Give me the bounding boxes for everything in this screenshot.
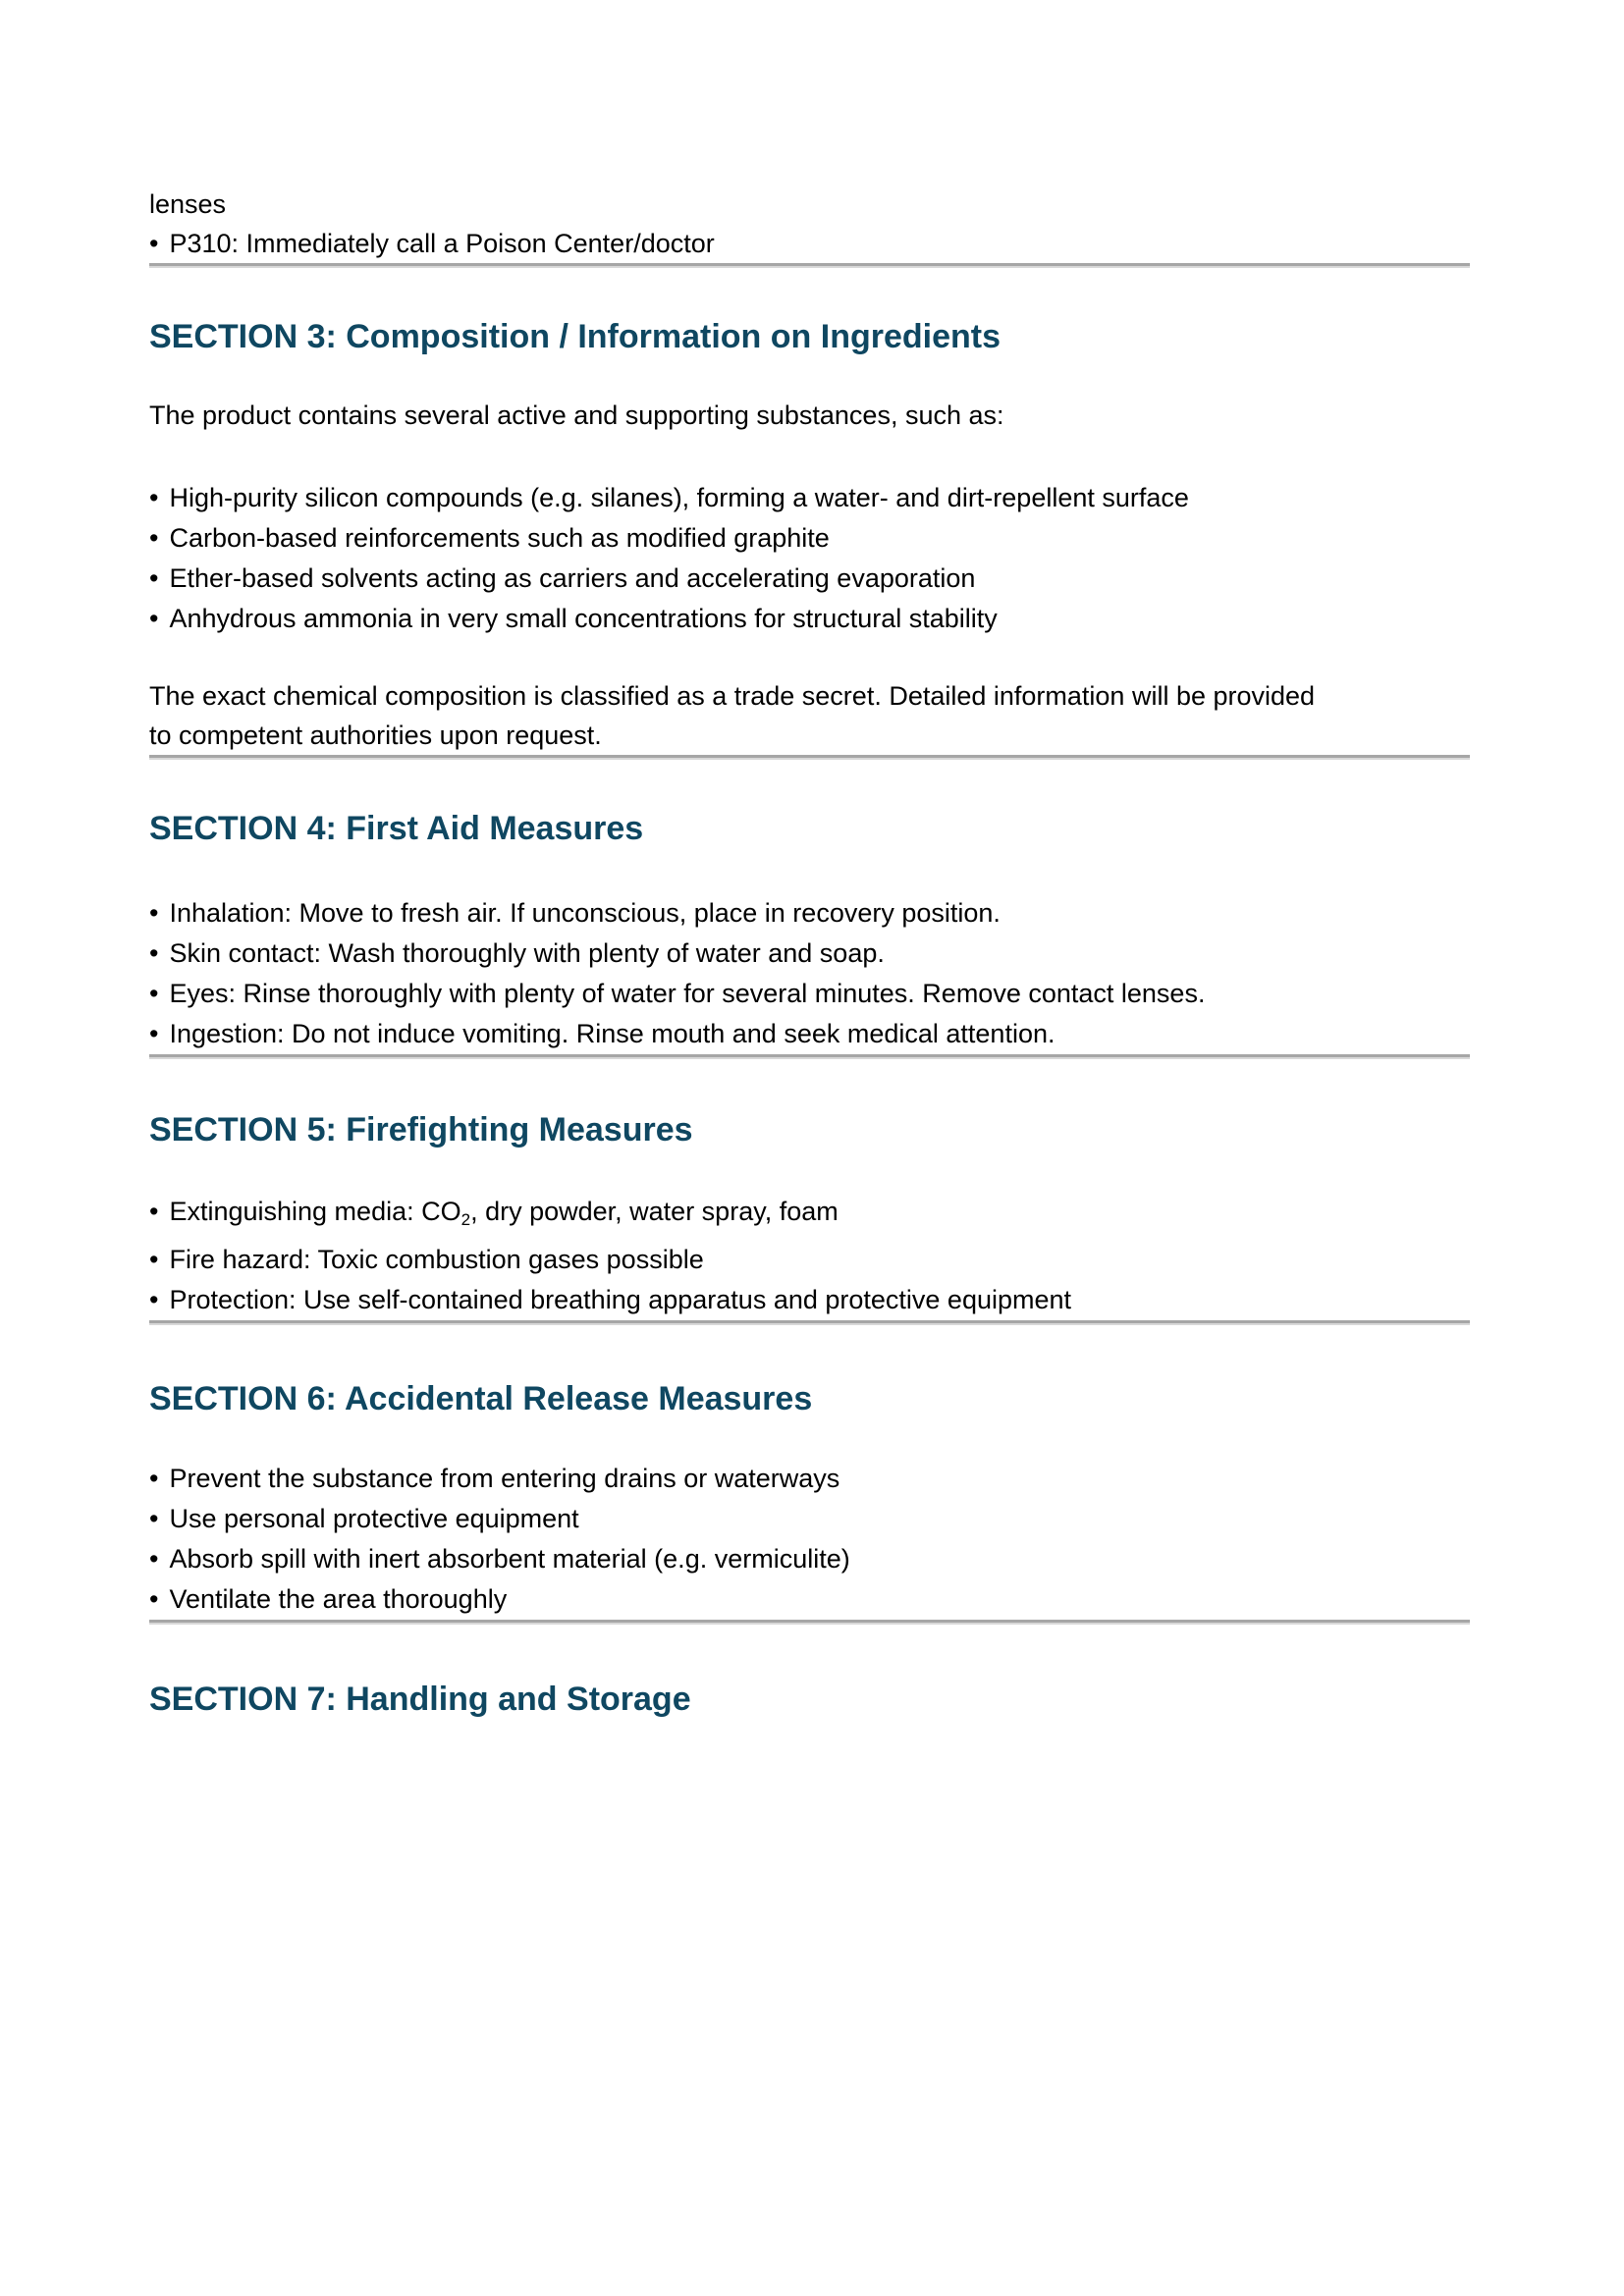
list-item-text: Ether-based solvents acting as carriers and accelerating evaporation — [169, 563, 976, 593]
bullet-marker: • — [149, 1464, 159, 1493]
bullet-marker: • — [149, 483, 159, 512]
section-divider — [149, 1054, 1470, 1059]
list-item — [149, 1459, 1470, 1499]
list-item-text: Protection: Use self-contained breathing apparatus and protective equipment — [169, 1285, 1072, 1314]
list-item-text: Fire hazard: Toxic combustion gases possible — [169, 1245, 704, 1274]
list-item-text: Ventilate the area thoroughly — [169, 1584, 508, 1614]
section-divider — [149, 263, 1470, 268]
section-7-heading: SECTION 7: Handling and Storage — [149, 1681, 691, 1718]
list-item-text: Ingestion: Do not induce vomiting. Rinse mouth and seek medical attention. — [169, 1019, 1056, 1048]
list-item — [149, 974, 1470, 1014]
section-3-intro: The product contains several active and supporting substances, such as: — [149, 400, 1004, 430]
list-item-text: Anhydrous ammonia in very small concentrations for structural stability — [169, 604, 998, 633]
list-item — [149, 1014, 1470, 1054]
list-item-text — [169, 1192, 838, 1240]
bullet-marker: • — [149, 604, 159, 633]
list-item-text: P310: Immediately call a Poison Center/doctor — [169, 229, 715, 258]
section-6-heading: SECTION 6: Accidental Release Measures — [149, 1380, 813, 1417]
co2-subscript: 2 — [460, 1210, 471, 1229]
section-4-bullet-list — [149, 893, 1470, 1054]
section-4-heading: SECTION 4: First Aid Measures — [149, 810, 644, 847]
bullet-marker: • — [149, 1245, 159, 1274]
bullet-marker: • — [149, 1584, 159, 1614]
section-divider — [149, 755, 1470, 760]
list-item-text: Eyes: Rinse thoroughly with plenty of water for several minutes. Remove contact lenses. — [169, 979, 1206, 1008]
list-item — [149, 478, 1470, 518]
bullet-marker: • — [149, 1197, 159, 1226]
bullet-marker: • — [149, 523, 159, 553]
list-item-text: Prevent the substance from entering drains or waterways — [169, 1464, 840, 1493]
paragraph-line: to competent authorities upon request. — [149, 721, 602, 750]
section-divider — [149, 1320, 1470, 1325]
list-item-text: Use personal protective equipment — [169, 1504, 579, 1533]
bullet-marker: • — [149, 898, 159, 928]
list-item — [149, 599, 1470, 639]
bullet-marker: • — [149, 938, 159, 968]
section-3-heading: SECTION 3: Composition / Information on Ingredients — [149, 318, 1001, 355]
list-item — [149, 518, 1470, 559]
continuation-block — [149, 185, 1470, 263]
list-item-text: Carbon-based reinforcements such as modified graphite — [169, 523, 830, 553]
list-item — [149, 1499, 1470, 1539]
section-6-bullet-list — [149, 1459, 1470, 1620]
list-item — [149, 1280, 1470, 1320]
list-item-text: High-purity silicon compounds (e.g. silanes), forming a water- and dirt-repellent surface — [169, 483, 1189, 512]
co2-prefix: Extinguishing media: CO — [169, 1197, 461, 1226]
paragraph-line: The exact chemical composition is classified as a trade secret. Detailed information will be provided — [149, 681, 1316, 711]
list-item — [149, 893, 1470, 934]
bullet-marker: • — [149, 979, 159, 1008]
list-item-text: Inhalation: Move to fresh air. If unconscious, place in recovery position. — [169, 898, 1001, 928]
bullet-marker: • — [149, 229, 159, 258]
section-5-bullet-list — [149, 1192, 1470, 1320]
section-3-bullet-list — [149, 478, 1470, 639]
co2-suffix: , dry powder, water spray, foam — [470, 1197, 839, 1226]
bullet-marker: • — [149, 1504, 159, 1533]
section-divider — [149, 1620, 1470, 1625]
list-item — [149, 1192, 1470, 1240]
list-item-text: Skin contact: Wash thoroughly with plenty of water and soap. — [169, 938, 885, 968]
bullet-marker: • — [149, 1544, 159, 1574]
list-item — [149, 1579, 1470, 1620]
list-item — [149, 1240, 1470, 1280]
continuation-text: lenses — [149, 189, 227, 219]
section-5-heading: SECTION 5: Firefighting Measures — [149, 1111, 693, 1148]
list-item — [149, 559, 1470, 599]
bullet-marker: • — [149, 563, 159, 593]
list-item — [149, 1539, 1470, 1579]
bullet-marker: • — [149, 1285, 159, 1314]
list-item-text: Absorb spill with inert absorbent material (e.g. vermiculite) — [169, 1544, 850, 1574]
list-item — [149, 224, 1470, 263]
section-3-outro — [149, 676, 1470, 755]
list-item — [149, 934, 1470, 974]
bullet-marker: • — [149, 1019, 159, 1048]
